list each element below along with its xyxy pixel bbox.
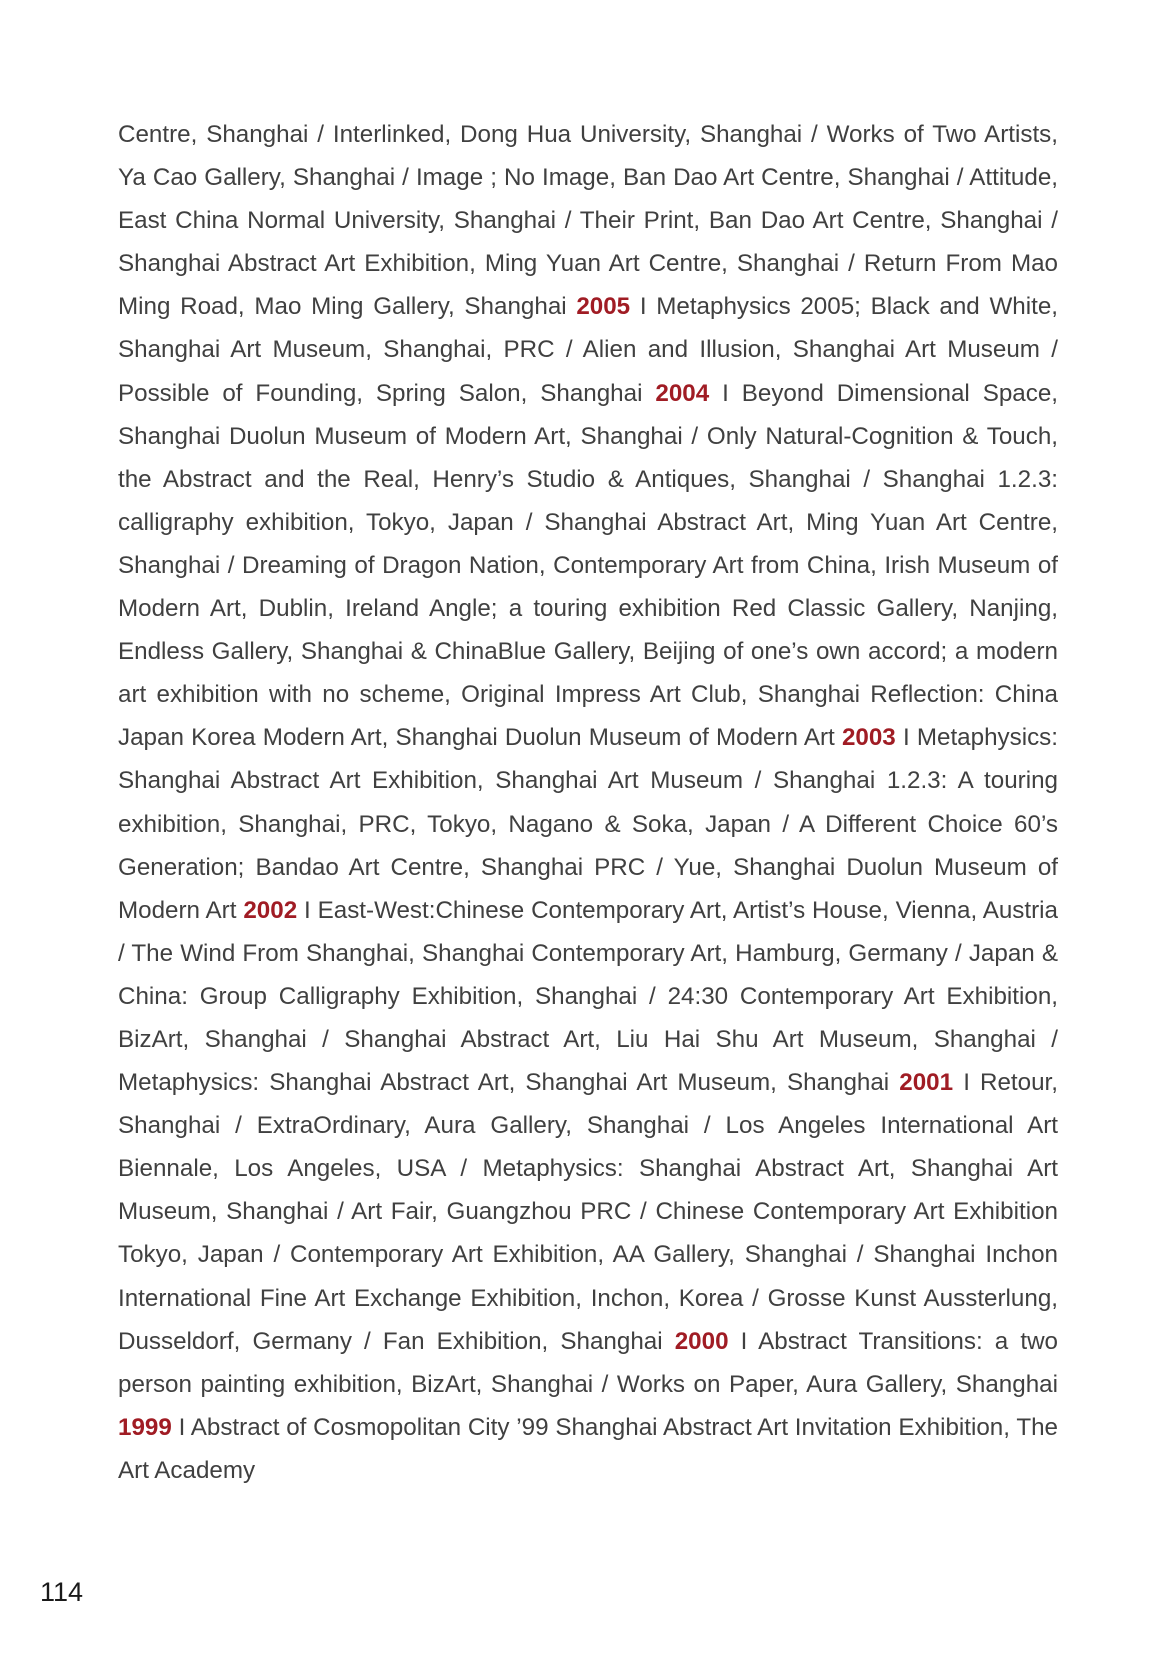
- year-heading-2001: 2001: [899, 1069, 954, 1097]
- year-heading-2000: 2000: [674, 1327, 729, 1355]
- year-heading-2002: 2002: [243, 896, 298, 924]
- exhibition-list-text: I Retour, Shanghai / ExtraOrdinary, Aura Gallery, Shanghai / Los Angeles International Art Biennale, Los Angeles, USA / Metaphysics: Shanghai Abstract Art, Shanghai Art Museum, Shanghai / Art Fair, Guangzhou PRC / Chinese Contemporary Art Exhibition Tokyo, Japan / Contemporary Art Exhibition, AA Gallery, Shanghai / Shanghai Inchon International Fine Art Exchange Exhibition, Inchon, Korea / Grosse Kunst Aussterlung, Dusseldorf, Germany / Fan Exhibition, Shanghai: [118, 1069, 1058, 1355]
- exhibition-list-text: Centre, Shanghai / Interlinked, Dong Hua University, Shanghai / Works of Two Artists, Ya Cao Gallery, Shanghai / Image ; No Image, Ban Dao Art Centre, Shanghai / Attitude, East China Normal University, Shanghai / Their Print, Ban Dao Art Centre, Shanghai / Shanghai Abstract Art Exhibition, Ming Yuan Art Centre, Shanghai / Return From Mao Ming Road, Mao Ming Gallery, Shanghai: [118, 121, 1058, 321]
- year-heading-2004: 2004: [655, 379, 710, 407]
- exhibition-list-text: I Metaphysics: Shanghai Abstract Art Exhibition, Shanghai Art Museum / Shanghai 1.2.3: A touring exhibition, Shanghai, PRC, Tokyo, Nagano & Soka, Japan / A Different Choice 60’s Generation; Bandao Art Centre, Shanghai PRC / Yue, Shanghai Duolun Museum of Modern Art: [118, 724, 1058, 924]
- year-heading-1999: 1999: [118, 1413, 172, 1441]
- exhibition-list-text: I Abstract Transitions: a two person painting exhibition, BizArt, Shanghai / Works on Paper, Aura Gallery, Shanghai: [118, 1327, 1058, 1398]
- year-heading-2003: 2003: [841, 724, 896, 752]
- year-heading-2005: 2005: [576, 293, 631, 321]
- page-number: 114: [40, 1577, 84, 1607]
- exhibition-list-text: I Metaphysics 2005; Black and White, Shanghai Art Museum, Shanghai, PRC / Alien and Illusion, Shanghai Art Museum / Possible of Founding, Spring Salon, Shanghai: [118, 293, 1058, 407]
- exhibition-list-text: I Beyond Dimensional Space, Shanghai Duolun Museum of Modern Art, Shanghai / Only Natural-Cognition & Touch, the Abstract and the Real, Henry’s Studio & Antiques, Shanghai / Shanghai 1.2.3: calligraphy exhibition, Tokyo, Japan / Shanghai Abstract Art, Ming Yuan Art Centre, Shanghai / Dreaming of Dragon Nation, Contemporary Art from China, Irish Museum of Modern Art, Dublin, Ireland Angle; a touring exhibition Red Classic Gallery, Nanjing, Endless Gallery, Shanghai & ChinaBlue Gallery, Beijing of one’s own accord; a modern art exhibition with no scheme, Original Impress Art Club, Shanghai Reflection: China Japan Korea Modern Art, Shanghai Duolun Museum of Modern Art: [118, 379, 1059, 752]
- exhibition-list-text: I East-West:Chinese Contemporary Art, Artist’s House, Vienna, Austria / The Wind From Shanghai, Shanghai Contemporary Art, Hamburg, Germany / Japan & China: Group Calligraphy Exhibition, Shanghai / 24:30 Contemporary Art Exhibition, BizArt, Shanghai / Shanghai Abstract Art, Liu Hai Shu Art Museum, Shanghai / Metaphysics: Shanghai Abstract Art, Shanghai Art Museum, Shanghai: [118, 896, 1058, 1097]
- exhibition-list-text: I Abstract of Cosmopolitan City ’99 Shanghai Abstract Art Invitation Exhibition, The Art Academy: [118, 1413, 1058, 1484]
- exhibition-history-paragraph: [118, 113, 1058, 1492]
